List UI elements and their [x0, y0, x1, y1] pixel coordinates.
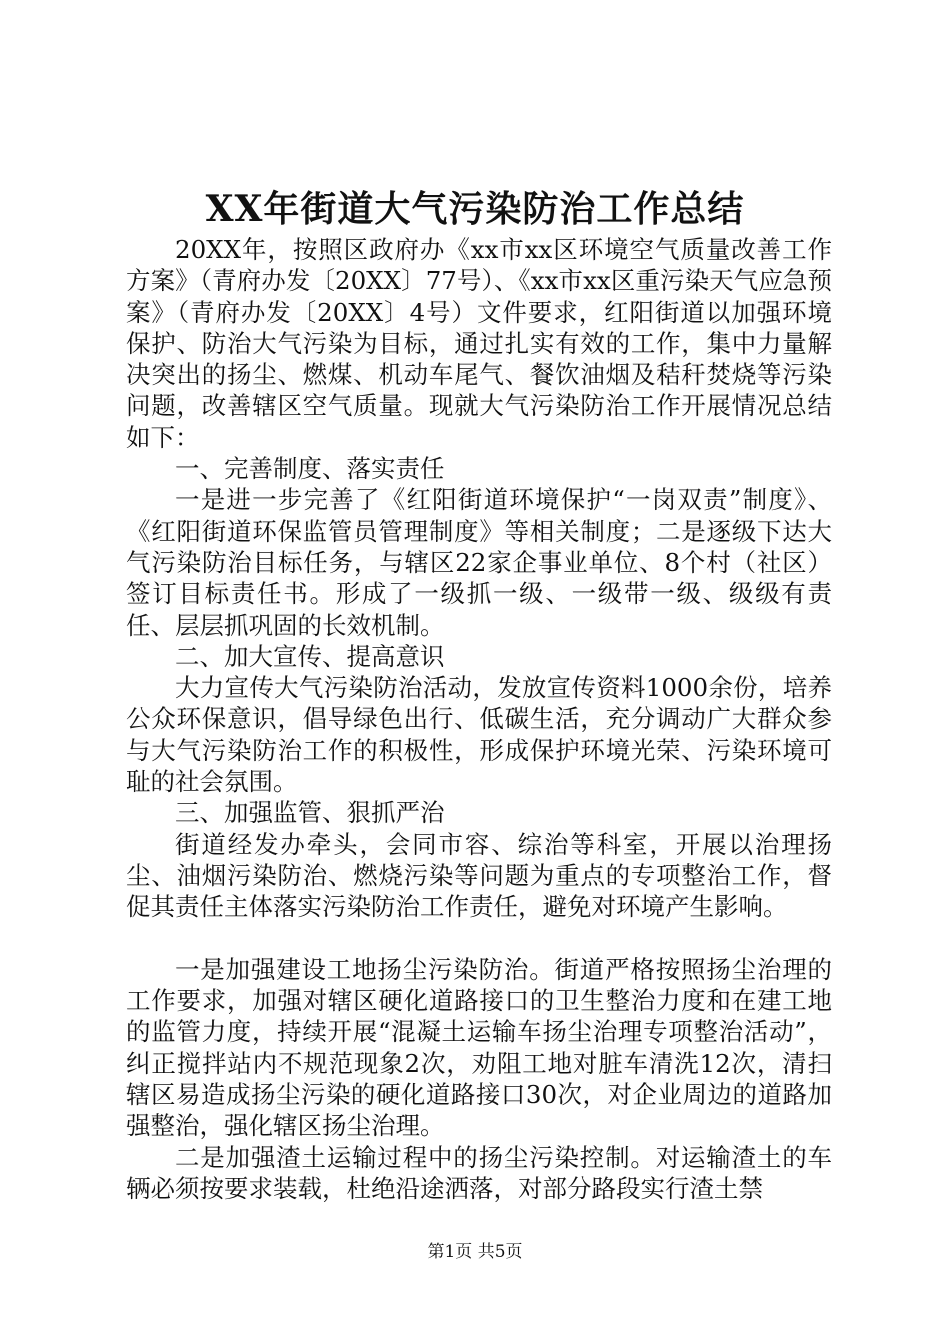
- document-title: XX年街道大气污染防治工作总结: [205, 188, 745, 230]
- section-heading-1: 一、完善制度、落实责任: [175, 454, 445, 484]
- document-body: [126, 234, 832, 1204]
- section-2-paragraph: 大力宣传大气污染防治活动，发放宣传资料1000余份，培养公众环保意识，倡导绿色出行、低碳生活，充分调动广大群众参与大气污染防治工作的积极性，形成保护环境光荣、污染环境可耻的社会氛围。: [126, 673, 832, 797]
- section-heading-3: 三、加强监管、狠抓严治: [175, 798, 445, 828]
- section-3-item-1-paragraph: 一是加强建设工地扬尘污染防治。街道严格按照扬尘治理的工作要求，加强对辖区硬化道路接口的卫生整治力度和在建工地的监管力度，持续开展“混凝土运输车扬尘治理专项整治活动”，纠正搅拌站内不规范现象2次，劝阻工地对脏车清洗12次，清扫辖区易造成扬尘污染的硬化道路接口30次，对企业周边的道路加强整治，强化辖区扬尘治理。: [126, 954, 832, 1141]
- section-3-item-2-paragraph: 二是加强渣土运输过程中的扬尘污染控制。对运输渣土的车辆必须按要求装载，杜绝沿途洒落，对部分路段实行渣土禁: [126, 1142, 832, 1203]
- intro-paragraph: 20XX年，按照区政府办《xx市xx区环境空气质量改善工作方案》（青府办发〔20XX〕77号）、《xx市xx区重污染天气应急预案》（青府办发〔20XX〕4号）文件要求，红阳街道以加强环境保护、防治大气污染为目标，通过扎实有效的工作，集中力量解决突出的扬尘、燃煤、机动车尾气、餐饮油烟及秸秆焚烧等污染问题，改善辖区空气质量。现就大气污染防治工作开展情况总结如下：: [126, 235, 832, 452]
- section-1-paragraph: 一是进一步完善了《红阳街道环境保护“一岗双责”制度》、《红阳街道环保监管员管理制度》等相关制度；二是逐级下达大气污染防治目标任务，与辖区22家企事业单位、8个村（社区）签订目标责任书。形成了一级抓一级、一级带一级、级级有责任、层层抓巩固的长效机制。: [126, 485, 832, 640]
- section-heading-2: 二、加大宣传、提高意识: [175, 641, 445, 671]
- page-footer: 第1页 共5页: [427, 1242, 523, 1262]
- section-3-paragraph: 街道经发办牵头，会同市容、综治等科室，开展以治理扬尘、油烟污染防治、燃烧污染等问题为重点的专项整治工作，督促其责任主体落实污染防治工作责任，避免对环境产生影响。: [126, 829, 832, 922]
